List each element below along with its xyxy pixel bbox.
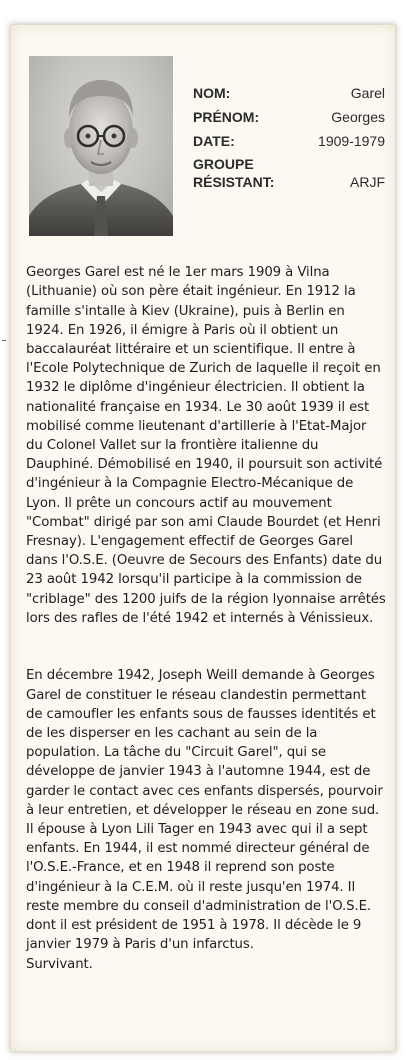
identity-row-prenom	[193, 107, 385, 131]
value-nom: Garel	[350, 85, 385, 101]
value-date: 1909-1979	[318, 133, 385, 149]
biography-paragraph-1: Georges Garel est né le 1er mars 1909 à Vilna (Lithuanie) où son père était ingénieur. En 1912 la famille s'intalle à Kiev (Ukraine), puis à Berlin en 1924. En 1926, il émigre à Paris où il obtient un baccalauréat littéraire et un scientifique. Il entre à l'Ecole Polytechnique de Zurich de laquelle il reçoit en 1932 le diplôme d'ingénieur électricien. Il obtient la nationalité française en 1934. Le 30 août 1939 il est mobilisé comme lieutenant d'artillerie à l'Etat-Major du Colonel Vallet sur la frontière italienne du Dauphiné. Démobilisé en 1940, il poursuit son activité d'ingénieur à la Compagnie Electro-Mécanique de Lyon. Il prête un concours actif au mouvement "Combat" dirigé par son ami Claude Bourdet (et Henri Fresnay). L'engagement effectif de Georges Garel dans l'O.S.E. (Oeuvre de Secours des Enfants) date du 23 août 1942 lorsqu'il participe à la commission de "criblage" des 1200 juifs de la région lyonnaise arrêtés lors des rafles de l'été 1942 et internés à Vénissieux.	[26, 265, 386, 626]
portrait-image	[29, 56, 173, 236]
label-nom: NOM:	[193, 85, 231, 101]
identity-row-groupe	[193, 155, 385, 197]
biography-text	[26, 244, 386, 993]
label-groupe: GROUPE RÉSISTANT:	[193, 156, 275, 190]
label-prenom: PRÉNOM:	[193, 109, 260, 125]
margin-mark	[2, 340, 6, 341]
label-date: DATE:	[193, 133, 235, 149]
biography-paragraph-2: En décembre 1942, Joseph Weill demande à Georges Garel de constituer le réseau clandestin permettant de camoufler les enfants sous de fausses identités et de les disperser en les cachant au sein de la population. La tâche du "Circuit Garel", qui se développe de janvier 1943 à l'automne 1944, est de garder le contact avec ces enfants dispersés, pourvoir à leur entretien, et développer le réseau en zone sud. Il épouse à Lyon Lili Tager en 1943 avec qui il a sept enfants. En 1944, il est nommé directeur général de l'O.S.E.-France, et en 1948 il reprend son poste d'ingénieur à la C.E.M. où il reste jusqu'en 1974. Il reste membre du conseil d'administration de l'O.S.E. dont il est président de 1951 à 1978. Il décède le 9 janvier 1979 à Paris d'un infarctus. Survivant.	[26, 668, 383, 972]
identity-row-date	[193, 131, 385, 155]
value-prenom: Georges	[331, 109, 385, 125]
portrait-photo	[29, 56, 173, 236]
identity-row-nom	[193, 83, 385, 107]
identity-panel	[193, 83, 385, 197]
value-groupe: ARJF	[350, 174, 385, 190]
